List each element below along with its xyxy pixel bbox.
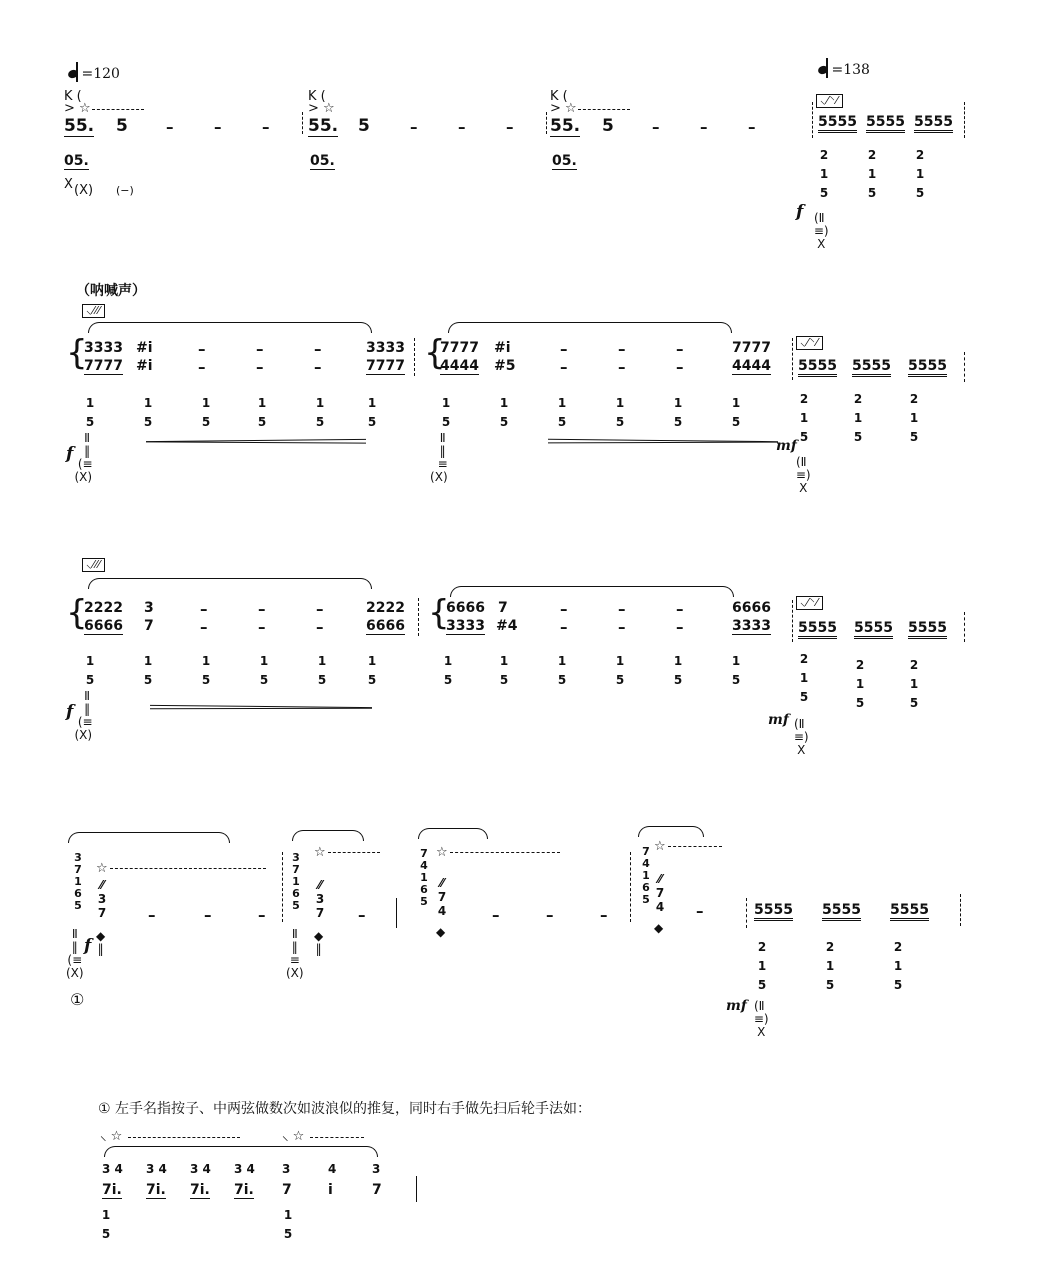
upper-note-group: 7777	[732, 340, 771, 356]
lower-note-group: 05.	[552, 153, 577, 169]
bass-column: 1 5	[731, 654, 741, 687]
lower-note-group: 3333	[446, 618, 485, 634]
technique-stack: Ⅱ ‖ ≡ (X)	[286, 927, 304, 980]
slur	[292, 830, 364, 841]
hold-dash: –	[546, 906, 554, 924]
sixteenth-group: 5555	[798, 358, 837, 377]
hold-dash: –	[458, 118, 466, 136]
example-top-note: 4	[328, 1162, 337, 1176]
bar-line	[964, 102, 965, 138]
melody-note: 5	[116, 116, 128, 136]
sixteenth-group: 5555	[908, 620, 947, 639]
bass-column: 1 5	[315, 396, 325, 429]
technique-paren-x: (X)	[74, 183, 94, 198]
chord-column: 2 1 5	[757, 940, 767, 992]
bar-line	[964, 352, 965, 382]
upper-held-note: #i	[136, 340, 153, 356]
bar-line	[302, 112, 303, 134]
bar-line	[396, 898, 397, 928]
hold-dash: –	[560, 340, 568, 358]
upper-note-group: 6666	[446, 600, 485, 616]
bass-column: 1 5	[143, 396, 153, 429]
upper-note-group: 2222	[366, 600, 405, 616]
bass-column: 1 5	[367, 396, 377, 429]
technique-k-mark: K (	[64, 89, 82, 104]
bass-column: 1 5	[441, 396, 451, 429]
tempo-mark-138: =138	[818, 58, 870, 78]
slur	[104, 1146, 378, 1157]
hold-dash: –	[314, 358, 322, 376]
brace: {	[424, 333, 446, 373]
bass-column: 1 5	[257, 396, 267, 429]
bass-column: 1 5	[499, 396, 509, 429]
melody-note-group: 55.	[64, 116, 95, 136]
bass-column: 1 5	[259, 654, 269, 687]
accent-star-mark: ⸜ ☆	[282, 1129, 305, 1144]
bar-line	[792, 600, 793, 642]
chord-column: 2 1 5	[819, 148, 829, 200]
upper-note-group: 2222	[84, 600, 123, 616]
chord-column: 2 1 5	[893, 940, 903, 992]
brace: {	[66, 593, 88, 633]
example-mid-note: i	[328, 1182, 333, 1198]
accent-star-mark: ☆	[314, 845, 326, 860]
sixteenth-group: 5555	[822, 902, 861, 921]
technique-box: ⸜⁄⸌⁄	[816, 94, 843, 108]
technique-mark: ◆	[654, 921, 664, 935]
dotted-extension-line	[450, 852, 560, 853]
dynamic-mark: mf	[768, 712, 789, 728]
slur	[450, 586, 734, 597]
slur	[418, 828, 488, 839]
hold-dash: –	[506, 118, 514, 136]
annotation-shout: （呐喊声）	[76, 283, 146, 299]
slur	[88, 322, 372, 333]
accent-star-mark: > ☆	[64, 101, 91, 116]
chord-stack: ⁄⁄ 3 7	[97, 878, 107, 920]
chord-column: 2 1 5	[853, 392, 863, 444]
bass-column: 1 5	[731, 396, 741, 429]
technique-mark: ◆ ‖	[314, 929, 324, 956]
example-mid-note: 7i.	[102, 1182, 122, 1198]
upper-held-note: 3	[144, 600, 154, 616]
brace: {	[66, 333, 88, 373]
example-top-note: 3 4	[102, 1162, 123, 1176]
bar-line	[282, 852, 283, 922]
hold-dash: –	[676, 340, 684, 358]
chord-stack: 7 4 1 6 5	[420, 847, 428, 908]
dynamic-mark: f	[84, 936, 92, 956]
hold-dash: –	[410, 118, 418, 136]
technique-x-mark: X	[64, 177, 73, 192]
hold-dash: –	[652, 118, 660, 136]
melody-note: 5	[358, 116, 370, 136]
melody-note-group: 55.	[308, 116, 339, 136]
chord-column: 2 1 5	[855, 658, 865, 710]
sixteenth-group: 5555	[754, 902, 793, 921]
lower-note-group: 7777	[366, 358, 405, 374]
hold-dash: –	[618, 618, 626, 636]
lower-note-group: 3333	[732, 618, 771, 634]
slur	[88, 578, 372, 589]
dynamic-mark: mf	[726, 998, 747, 1014]
technique-paren-stack: (Ⅱ ≡) X	[792, 455, 811, 495]
technique-k-mark: K (	[550, 89, 568, 104]
bass-column: 1 5	[201, 396, 211, 429]
lower-note-group: 05.	[64, 153, 89, 169]
bar-line	[812, 102, 813, 138]
hold-dash: –	[148, 906, 156, 924]
lower-held-note: #5	[494, 358, 516, 374]
hold-dash: –	[204, 906, 212, 924]
hold-dash: –	[618, 340, 626, 358]
chord-column: 2 1 5	[799, 652, 809, 704]
hold-dash: –	[316, 618, 324, 636]
technique-paren-stack: (Ⅱ ≡) X	[790, 717, 809, 757]
chord-stack: 3 7 1 6 5	[292, 851, 300, 912]
lower-held-note: 7	[144, 618, 154, 634]
bass-column: 1 5	[201, 654, 211, 687]
melody-note: 5	[602, 116, 614, 136]
lower-note-group: 7777	[84, 358, 123, 374]
example-top-note: 3 4	[234, 1162, 255, 1176]
chord-column: 2 1 5	[825, 940, 835, 992]
technique-box: ⸜⁄⸌⁄	[796, 596, 823, 610]
tempo-mark-120: =120	[68, 62, 120, 82]
hold-dash: –	[258, 618, 266, 636]
bar-line	[960, 894, 961, 926]
bass-column: 1 5	[443, 654, 453, 687]
lower-held-note: #4	[496, 618, 518, 634]
hold-dash: –	[696, 902, 704, 920]
technique-stack: Ⅱ ‖ ≡ (X)	[430, 431, 448, 484]
accent-star-mark: ☆	[436, 845, 448, 860]
bar-line	[414, 338, 415, 376]
hold-dash: –	[676, 600, 684, 618]
technique-stack: Ⅱ ‖ (≡ (X)	[66, 927, 84, 980]
bass-column: 1 5	[557, 654, 567, 687]
lower-note-group: 6666	[366, 618, 405, 634]
dotted-extension-line	[310, 1137, 364, 1138]
bar-line	[546, 112, 547, 134]
technique-paren-stack: (Ⅱ ≡) X	[810, 211, 829, 251]
technique-box: ⸜⁄⁄⁄	[82, 304, 105, 318]
chord-column: 2 1 5	[867, 148, 877, 200]
hold-dash: –	[492, 906, 500, 924]
hold-dash: –	[676, 358, 684, 376]
slur	[68, 832, 230, 843]
dynamic-mark: f	[66, 444, 74, 464]
technique-mark: ◆ ‖	[96, 929, 106, 956]
hold-dash: –	[618, 600, 626, 618]
sixteenth-group: 5555	[908, 358, 947, 377]
upper-held-note: 7	[498, 600, 508, 616]
hold-dash: –	[198, 340, 206, 358]
lower-note-group: 4444	[440, 358, 479, 374]
hold-dash: –	[314, 340, 322, 358]
dotted-extension-line	[328, 852, 380, 853]
dynamic-mark: f	[66, 702, 74, 722]
hold-dash: –	[166, 118, 174, 136]
accent-star-mark: ☆	[96, 861, 108, 876]
sixteenth-group: 5555	[798, 620, 837, 639]
footnote-marker: ①	[70, 990, 85, 1009]
example-top-note: 3	[372, 1162, 381, 1176]
dotted-extension-line	[110, 868, 266, 869]
example-top-note: 3 4	[190, 1162, 211, 1176]
hold-dash: –	[560, 618, 568, 636]
hold-dash: –	[700, 118, 708, 136]
bass-column: 1 5	[317, 654, 327, 687]
example-mid-note: 7i.	[234, 1182, 254, 1198]
sixteenth-group: 5555	[914, 114, 953, 133]
example-mid-note: 7	[282, 1182, 292, 1198]
chord-stack: ⁄⁄ 3 7	[315, 878, 325, 920]
example-mid-note: 7i.	[146, 1182, 166, 1198]
bass-column: 1 5	[367, 654, 377, 687]
hold-dash: –	[676, 618, 684, 636]
sixteenth-group: 5555	[890, 902, 929, 921]
hold-dash: –	[198, 358, 206, 376]
upper-note-group: 7777	[440, 340, 479, 356]
bar-line	[630, 852, 631, 922]
hold-dash: –	[560, 600, 568, 618]
decrescendo-line	[150, 708, 372, 709]
example-bass: 1 5	[283, 1208, 293, 1241]
dotted-extension-line	[578, 109, 630, 110]
decrescendo-line	[146, 441, 366, 443]
sixteenth-group: 5555	[818, 114, 857, 133]
lower-held-note: #i	[136, 358, 153, 374]
hold-dash: –	[258, 906, 266, 924]
decrescendo-line	[548, 442, 778, 444]
chord-column: 2 1 5	[915, 148, 925, 200]
example-mid-note: 7i.	[190, 1182, 210, 1198]
bass-column: 1 5	[615, 654, 625, 687]
example-bass: 1 5	[101, 1208, 111, 1241]
bar-line	[964, 612, 965, 642]
hold-dash: –	[200, 618, 208, 636]
hold-dash: –	[262, 118, 270, 136]
technique-paren-stack: (Ⅱ ≡) X	[750, 999, 769, 1039]
bass-column: 1 5	[673, 654, 683, 687]
chord-stack: 7 4 1 6 5	[642, 845, 650, 906]
slur	[448, 322, 732, 333]
sixteenth-group: 5555	[866, 114, 905, 133]
example-top-note: 3	[282, 1162, 291, 1176]
melody-note-group: 55.	[550, 116, 581, 136]
dotted-extension-line	[668, 846, 722, 847]
bass-column: 1 5	[85, 396, 95, 429]
hold-dash: –	[256, 340, 264, 358]
bass-column: 1 5	[673, 396, 683, 429]
brace: {	[428, 593, 450, 633]
technique-stack: Ⅱ ‖ (≡ (X)	[74, 689, 93, 742]
example-mid-note: 7	[372, 1182, 382, 1198]
upper-note-group: 3333	[84, 340, 123, 356]
hold-dash: –	[258, 600, 266, 618]
hold-dash: –	[560, 358, 568, 376]
hold-dash: –	[618, 358, 626, 376]
hold-dash: –	[358, 906, 366, 924]
dotted-extension-line	[92, 109, 144, 110]
accent-star-mark: > ☆	[550, 101, 577, 116]
bass-column: 1 5	[143, 654, 153, 687]
dotted-extension-line	[128, 1137, 240, 1138]
technique-k-mark: K (	[308, 89, 326, 104]
dynamic-mark: f	[796, 202, 804, 222]
bass-column: 1 5	[615, 396, 625, 429]
hold-dash: –	[214, 118, 222, 136]
example-top-note: 3 4	[146, 1162, 167, 1176]
footnote-text: ① 左手名指按子、中两弦做数次如波浪似的推复，同时右手做先扫后轮手法如：	[98, 1101, 591, 1117]
bar-line	[416, 1176, 417, 1202]
lower-note-group: 4444	[732, 358, 771, 374]
bass-column: 1 5	[85, 654, 95, 687]
upper-note-group: 3333	[366, 340, 405, 356]
hold-dash: –	[600, 906, 608, 924]
chord-column: 2 1 5	[799, 392, 809, 444]
technique-paren-minus: (−)	[116, 184, 134, 197]
lower-note-group: 6666	[84, 618, 123, 634]
dynamic-mark: mf	[776, 438, 797, 454]
chord-column: 2 1 5	[909, 658, 919, 710]
hold-dash: –	[200, 600, 208, 618]
hold-dash: –	[316, 600, 324, 618]
bar-line	[418, 598, 419, 636]
chord-stack: ⁄⁄ 7 4	[655, 872, 665, 914]
upper-held-note: #i	[494, 340, 511, 356]
technique-box: ⸜⁄⸌⁄	[796, 336, 823, 350]
accent-star-mark: ☆	[654, 839, 666, 854]
bass-column: 1 5	[499, 654, 509, 687]
bar-line	[792, 338, 793, 380]
technique-stack: Ⅱ ‖ (≡ (X)	[74, 431, 93, 484]
hold-dash: –	[256, 358, 264, 376]
lower-note-group: 05.	[310, 153, 335, 169]
sixteenth-group: 5555	[852, 358, 891, 377]
accent-star-mark: > ☆	[308, 101, 335, 116]
hold-dash: –	[748, 118, 756, 136]
chord-stack: ⁄⁄ 7 4	[437, 876, 447, 918]
sixteenth-group: 5555	[854, 620, 893, 639]
technique-mark: ◆	[436, 925, 446, 939]
slur	[638, 826, 704, 837]
upper-note-group: 6666	[732, 600, 771, 616]
technique-box: ⸜⁄⁄⁄	[82, 558, 105, 572]
bar-line	[746, 898, 747, 928]
accent-star-mark: ⸜ ☆	[100, 1129, 123, 1144]
chord-stack: 3 7 1 6 5	[74, 851, 82, 912]
chord-column: 2 1 5	[909, 392, 919, 444]
bass-column: 1 5	[557, 396, 567, 429]
